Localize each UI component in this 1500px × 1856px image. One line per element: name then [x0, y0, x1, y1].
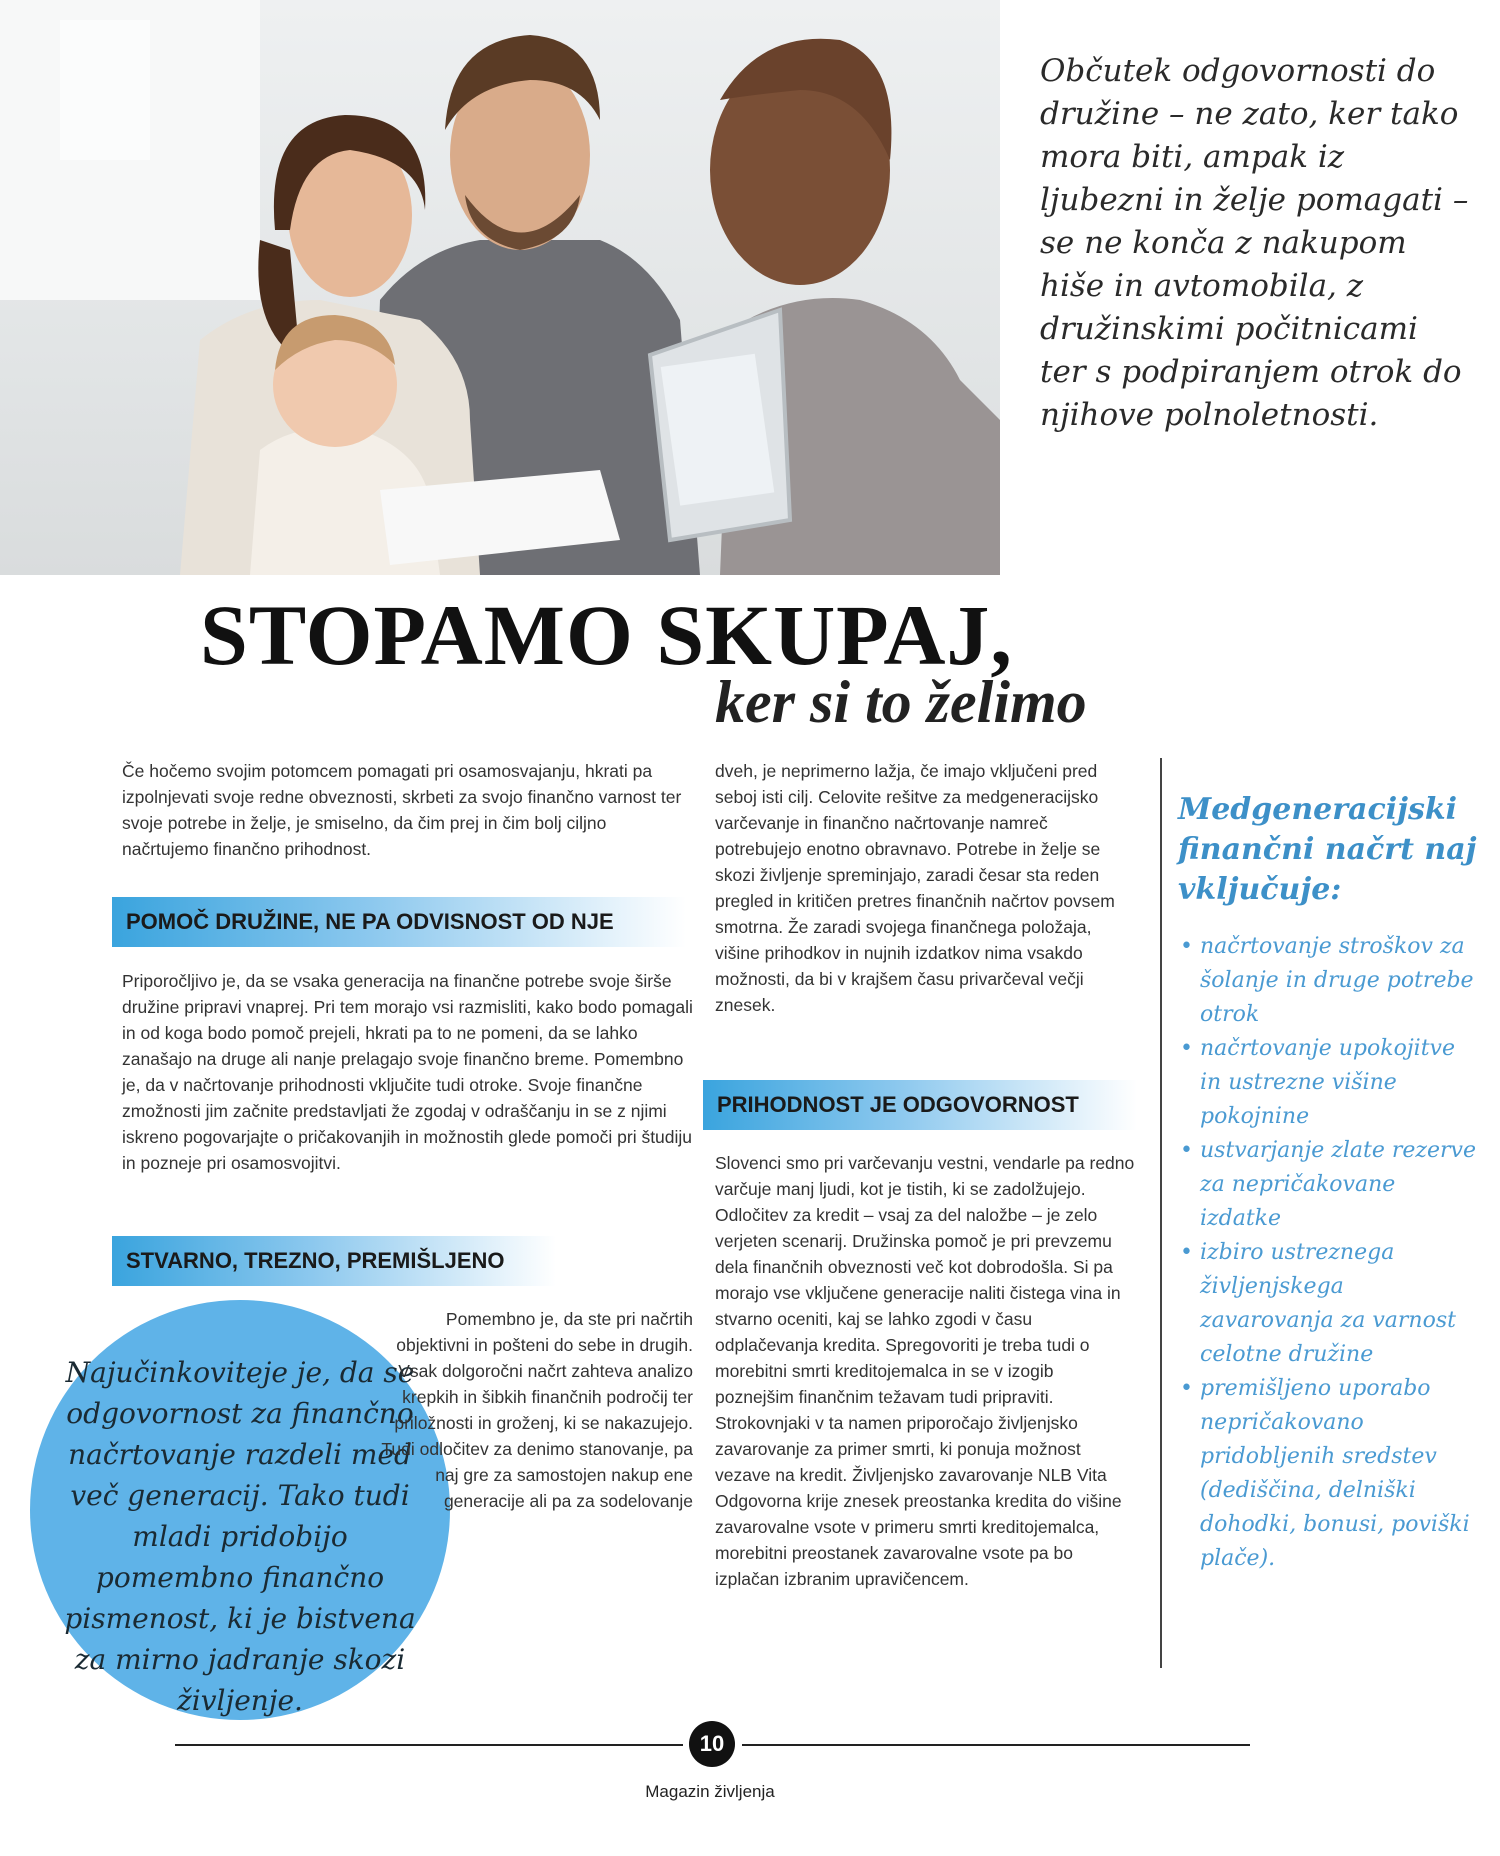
list-item: • ustvarjanje zlate rezerve za nepričakovane izdatke	[1180, 1134, 1480, 1236]
intro-quote: Občutek odgovornosti do družine – ne zato, ker tako mora biti, ampak iz ljubezni in želje pomagati – se ne konča z nakupom hiše in avtomobila, z družinskimi počitnicami ter s podpiranjem otrok do njihove polnoletnosti.	[1040, 53, 1469, 433]
headline: STOPAMO SKUPAJ,	[200, 587, 1013, 683]
column2-continuation: dveh, je neprimerno lažja, če imajo vključeni pred seboj isti cilj. Celovite rešitve za medgeneracijsko varčevanje in finančno načrtovanje namreč potrebujejo enotno obravnavo. Potrebe in želje se skozi življenje spreminjajo, zaradi česar sta reden pregled in kritičen pretres finančnih načrtov povsem smotrna. Že zaradi svojega finančnega položaja, višine prihodkov in nujnih izdatkov nima vsakdo možnosti, da bi v krajšem času privarčeval večji znesek.	[715, 761, 1115, 1015]
sidebar-title: Medgeneracijski finančni načrt naj vključuje:	[1178, 792, 1477, 907]
hero-photo-family-advisor	[0, 0, 1000, 575]
section-text-family-help: Priporočljivo je, da se vsaka generacija na finančne potrebe svoje širše družine pripravi vnaprej. Pri tem morajo vsi razmisliti, kako bodo pomagali in od koga bodo pomoč prejeli, hkrati pa to ne pomeni, da se lahko zanašajo na druge ali nanje prelagajo svoje finančno breme. Pomembno je, da v načrtovanje prihodnosti vključite tudi otroke. Svoje finančne zmožnosti jim začnite predstavljati že zgodaj v odraščanju in se z njimi iskreno pogovarjajte o pričakovanjih in možnostih glede pomoči pri študiju in pozneje pri osamosvojitvi.	[122, 971, 693, 1173]
section-heading-realistic: STVARNO, TREZNO, PREMIŠLJENO	[112, 1236, 556, 1286]
footer-rule-left	[175, 1744, 683, 1746]
section-heading-family-help: POMOČ DRUŽINE, NE PA ODVISNOST OD NJE	[112, 897, 686, 947]
sidebar-list	[1180, 930, 1480, 1576]
page-number: 10	[689, 1721, 735, 1767]
pull-quote: Najučinkoviteje je, da se odgovornost za finančno načrtovanje razdeli med več generacij. Tako tudi mladi pridobijo pomembno finančno pismenost, ki je bistvena za mirno jadranje skozi življenje.	[64, 1356, 416, 1717]
intro-paragraph: Če hočemo svojim potomcem pomagati pri osamosvajanju, hkrati pa izpolnjevati svoje redne obveznosti, skrbeti za svojo finančno varnost ter svoje potrebe in želje, je smiselno, da čim prej in čim bolj ciljno načrtujemo finančno prihodnost.	[122, 761, 682, 859]
list-item: • načrtovanje stroškov za šolanje in druge potrebe otrok	[1180, 930, 1480, 1032]
section-text-realistic: Pomembno je, da ste pri načrtih objektivni in pošteni do sebe in drugih. Vsak dolgoročni načrt zahteva analizo krepkih in šibkih finančnih področij ter priložnosti in groženj, ki se nakazujejo. Tudi odločitev za denimo stanovanje, pa naj gre za samostojen nakup ene generacije ali pa za sodelovanje	[381, 1309, 693, 1511]
list-item: • izbiro ustreznega življenjskega zavarovanja za varnost celotne družine	[1180, 1236, 1480, 1372]
list-item: • načrtovanje upokojitve in ustrezne višine pokojnine	[1180, 1032, 1480, 1134]
sidebar-divider	[1160, 758, 1162, 1668]
footer-rule-right	[742, 1744, 1250, 1746]
subheadline: ker si to želimo	[715, 669, 1087, 735]
magazine-name: Magazin življenja	[645, 1782, 775, 1801]
section-text-future: Slovenci smo pri varčevanju vestni, vendarle pa redno varčuje manj ljudi, kot je tistih, ki se zadolžujejo. Odločitev za kredit – vsaj za del naložbe – je zelo verjeten scenarij. Družinska pomoč je pri prevzemu dela finančnih obveznosti več kot dobrodošla. Si pa morajo vse vključene generacije naliti čistega vina in stvarno oceniti, kaj se lahko zgodi v času odplačevanja kredita. Spregovoriti je treba tudi o morebitni smrti kreditojemalca in se v izogib poznejšim finančnim težavam tudi pripraviti. Strokovnjaki v ta namen priporočajo življenjsko zavarovanje za primer smrti, ki ponuja možnost vezave na kredit. Življenjsko zavarovanje NLB Vita Odgovorna krije znesek preostanka kredita do višine zavarovalne vsote v primeru smrti kreditojemalca, morebitni preostanek zavarovalne vsote pa bo izplačan izbranim upravičencem.	[715, 1153, 1135, 1589]
section-heading-future: PRIHODNOST JE ODGOVORNOST	[703, 1080, 1137, 1130]
list-item: • premišljeno uporabo nepričakovano pridobljenih sredstev (dediščina, delniški dohodki, bonusi, poviški plače).	[1180, 1372, 1480, 1576]
family-photo-illustration	[0, 0, 1000, 575]
